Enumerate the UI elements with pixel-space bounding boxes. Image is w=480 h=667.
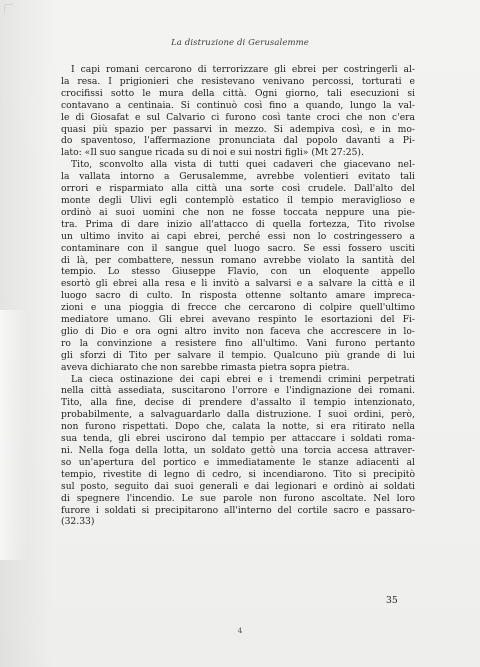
text-line: crocifissi sotto le mura della città. Ogni giorno, tali esecuzioni si	[61, 87, 415, 99]
text-line: so un'apertura del portico e immediatamente le stanze adiacenti al	[61, 456, 415, 468]
text-line: la vallata intorno a Gerusalemme, avrebbe volentieri evitato tali	[61, 171, 415, 183]
scan-corner-mark	[4, 4, 13, 13]
text-line: le di Giosafat e sul Calvario ci furono così tante croci che non c'era	[61, 111, 415, 123]
text-line: quasi più spazio per passarvi in mezzo. Si adempiva così, e in mo-	[61, 123, 415, 135]
page-fold-shadow	[0, 310, 28, 560]
text-line: ni. Nella foga della lotta, un soldato gettò una torcia accesa attraver-	[61, 445, 415, 456]
text-line: sua tenda, gli ebrei uscirono dal tempio per attaccare i soldati roma-	[61, 433, 415, 445]
running-title: La distruzione di Gerusalemme	[171, 38, 309, 48]
text-line: Tito, alla fine, decise di prendere d'assalto il tempio intenzionato,	[61, 397, 415, 409]
text-line: lato: «Il suo sangue ricada su di noi e sui nostri figli» (Mt 27:25).	[61, 147, 364, 159]
text-line: non furono rispettati. Dopo che, calata la notte, si era ritirato nella	[61, 421, 415, 433]
text-line: orrori e risparmiato alla città una sorte così crudele. Dall'alto del	[61, 183, 415, 195]
text-line: monte degli Ulivi egli contemplò estatico il tempio meraviglioso e	[61, 194, 415, 206]
text-line: ro la convinzione a resistere fino all'ultimo. Vani furono pertanto	[61, 337, 415, 349]
text-line: aveva dichiarato che non sarebbe rimasta pietra sopra pietra.	[61, 361, 350, 373]
text-line: di là, per combattere, nessun romano avrebbe violato la santità del	[61, 254, 415, 266]
body-text	[61, 64, 415, 528]
text-line: La cieca ostinazione dei capi ebrei e i tremendi crimini perpetrati	[71, 373, 415, 385]
text-line: un ultimo invito ai capi ebrei, perché essi non lo costringessero a	[61, 230, 415, 242]
text-line: contaminare con il sangue quel luogo sacro. Se essi fossero usciti	[61, 242, 415, 254]
text-line: Tito, sconvolto alla vista di tutti quei cadaveri che giacevano nel-	[71, 159, 415, 171]
text-line: nella città assediata, suscitarono l'orrore e l'indignazione dei romani.	[61, 385, 415, 397]
page-number-footer: 4	[237, 626, 243, 635]
text-line: (32.33)	[61, 516, 95, 528]
text-line: mediatore umano. Gli ebrei avevano respinto le esortazioni del Fi-	[61, 314, 415, 326]
page-number-right: 35	[386, 595, 398, 606]
text-line: tempio, rivestite di legno di cedro, si incendiarono. Tito si precipitò	[61, 468, 415, 480]
text-line: I capi romani cercarono di terrorizzare gli ebrei per costringerli al-	[71, 64, 415, 75]
text-line: esortò gli ebrei alla resa e li invitò a salvarsi e a salvare la città e il	[61, 278, 415, 290]
text-line: tempio. Lo stesso Giuseppe Flavio, con un eloquente appello	[61, 266, 415, 278]
text-line: la resa. I prigionieri che resistevano venivano percossi, torturati e	[61, 75, 415, 87]
text-line: tra. Prima di dare inizio all'attacco di quella fortezza, Tito rivolse	[61, 218, 415, 230]
text-line: probabilmente, a salvaguardarlo dalla distruzione. I suoi ordini, però,	[61, 409, 415, 421]
text-line: contavano a centinaia. Si continuò così fino a quando, lungo la val-	[61, 99, 415, 111]
text-line: ordinò ai suoi uomini che non ne fosse toccata neppure una pie-	[61, 206, 415, 218]
text-line: glio di Dio e ora ogni altro invito non faceva che accrescere in lo-	[61, 325, 415, 337]
text-line: furore i soldati si precipitarono all'interno del cortile sacro e passaro-	[61, 504, 415, 516]
text-line: do spaventoso, l'affermazione pronunciata dal popolo davanti a Pi-	[61, 135, 415, 147]
text-line: di spegnere l'incendio. Le sue parole non furono ascoltate. Nel loro	[61, 492, 415, 504]
text-line: sul posto, seguito dai suoi generali e dai legionari e ordinò ai soldati	[61, 480, 415, 492]
text-line: gli sforzi di Tito per salvare il tempio. Qualcuno più grande di lui	[61, 349, 415, 361]
text-line: luogo sacro di culto. In risposta ottenne soltanto amare impreca-	[61, 290, 415, 302]
text-line: zioni e una pioggia di frecce che cercarono di colpire quell'ultimo	[61, 302, 415, 314]
